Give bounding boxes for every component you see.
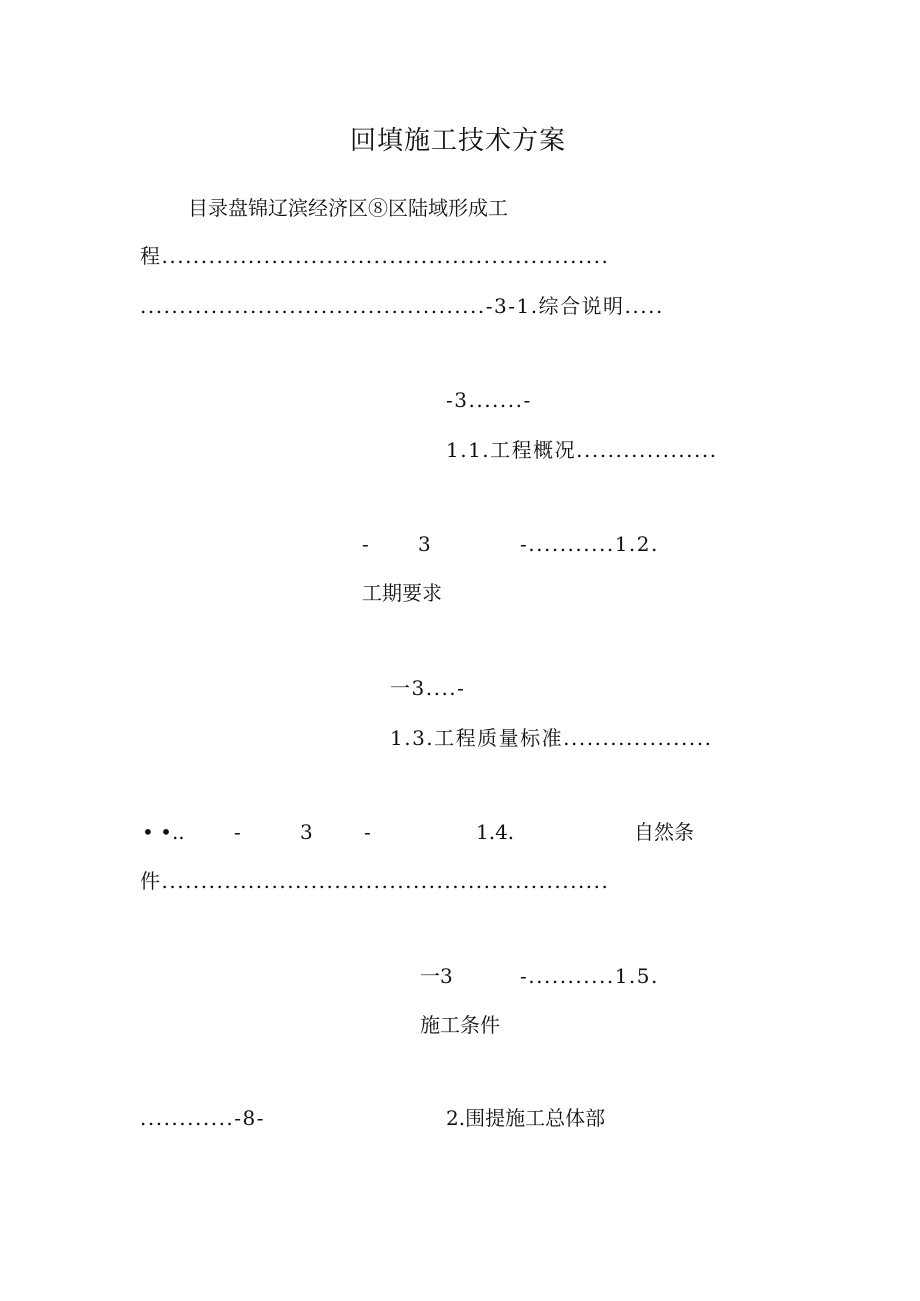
toc-line: 1.3.工程质量标准................... [390, 726, 713, 750]
toc-fragment: 3 [300, 820, 313, 844]
toc-fragment: -...........1.2. [520, 532, 659, 556]
toc-fragment: 1.4. [476, 820, 515, 844]
page-title: 回填施工技术方案 [350, 126, 567, 156]
toc-fragment: -...........1.5. [520, 964, 659, 988]
toc-line: 2.围提施工总体部 [446, 1106, 606, 1130]
toc-fragment: 自然条 [634, 820, 694, 844]
toc-line: 件......................................................... [140, 869, 610, 893]
toc-heading-line: 目录盘锦辽滨经济区⑧区陆域形成工 [188, 196, 508, 220]
toc-page-ref: -3.......- [446, 388, 532, 412]
toc-fragment: • •.. [142, 820, 185, 844]
toc-line: 工期要求 [362, 581, 442, 605]
toc-fragment: 一3 [420, 964, 453, 988]
toc-fragment: 3 [418, 532, 431, 556]
toc-line: 程......................................................... [140, 244, 610, 268]
toc-line: ............................................-3-1.综合说明..... [140, 294, 664, 318]
toc-line: 1.1.工程概况.................. [446, 438, 718, 462]
toc-line: 施工条件 [420, 1013, 500, 1037]
toc-fragment: - [362, 532, 369, 556]
toc-fragment: - [364, 820, 371, 844]
toc-fragment: - [234, 820, 241, 844]
toc-page-ref: ............-8- [140, 1106, 266, 1130]
toc-page-ref: 一3....- [390, 676, 466, 700]
